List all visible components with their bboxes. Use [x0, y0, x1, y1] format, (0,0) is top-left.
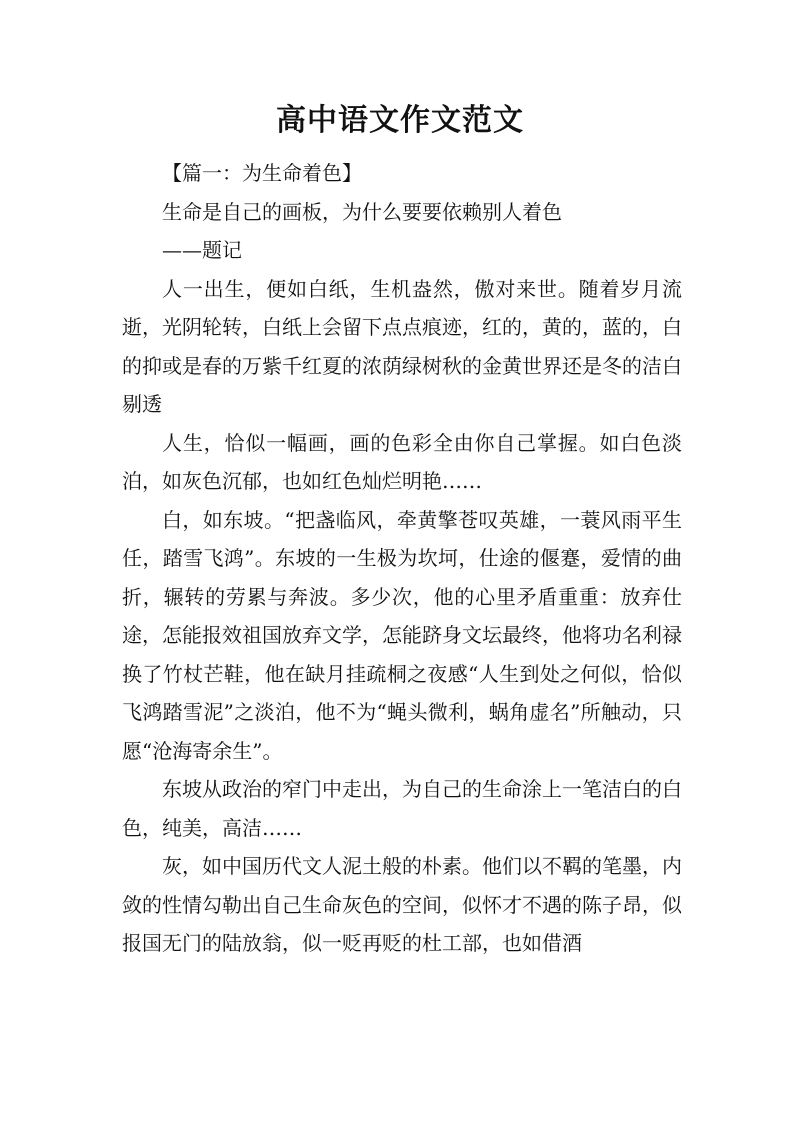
document-title: 高中语文作文范文 [276, 103, 524, 138]
document-body [122, 154, 682, 963]
body-paragraph: 人一出生，便如白纸，生机盎然，傲对来世。随着岁月流逝，光阴轮转，白纸上会留下点点痕迹，红的，黄的，蓝的，白的抑或是春的万紫千红夏的浓荫绿树秋的金黄世界还是冬的洁白剔透 [122, 276, 682, 416]
body-paragraph: 灰，如中国历代文人泥土般的朴素。他们以不羁的笔墨，内敛的性情勾勒出自己生命灰色的空间，似怀才不遇的陈子昂，似报国无门的陆放翁，似一贬再贬的杜工部，也如借酒 [122, 854, 682, 955]
body-paragraph: 人生，恰似一幅画，画的色彩全由你自己掌握。如白色淡泊，如灰色沉郁，也如红色灿烂明艳…… [122, 430, 682, 493]
epigraph-line: 生命是自己的画板，为什么要要依赖别人着色 [162, 199, 562, 224]
epigraph-attribution: ——题记 [162, 238, 242, 262]
body-paragraph: 白，如东坡。“把盏临风，牵黄擎苍叹英雄，一蓑风雨平生任，踏雪飞鸿”。东坡的一生极为坎坷，仕途的偃蹇，爱情的曲折，辗转的劳累与奔波。多少次，他的心里矛盾重重：放弃仕途，怎能报效祖国放弃文学，怎能跻身文坛最终，他将功名利禄换了竹杖芒鞋，他在缺月挂疏桐之夜感“人生到处之何似，恰似飞鸿踏雪泥”之淡泊，他不为“蝇头微利，蜗角虚名”所触动，只愿“沧海寄余生”。 [122, 507, 682, 763]
body-paragraph: 东坡从政治的窄门中走出，为自己的生命涂上一笔洁白的白色，纯美，高洁…… [122, 777, 682, 840]
section-heading: 【篇一：为生命着色】 [162, 161, 362, 185]
